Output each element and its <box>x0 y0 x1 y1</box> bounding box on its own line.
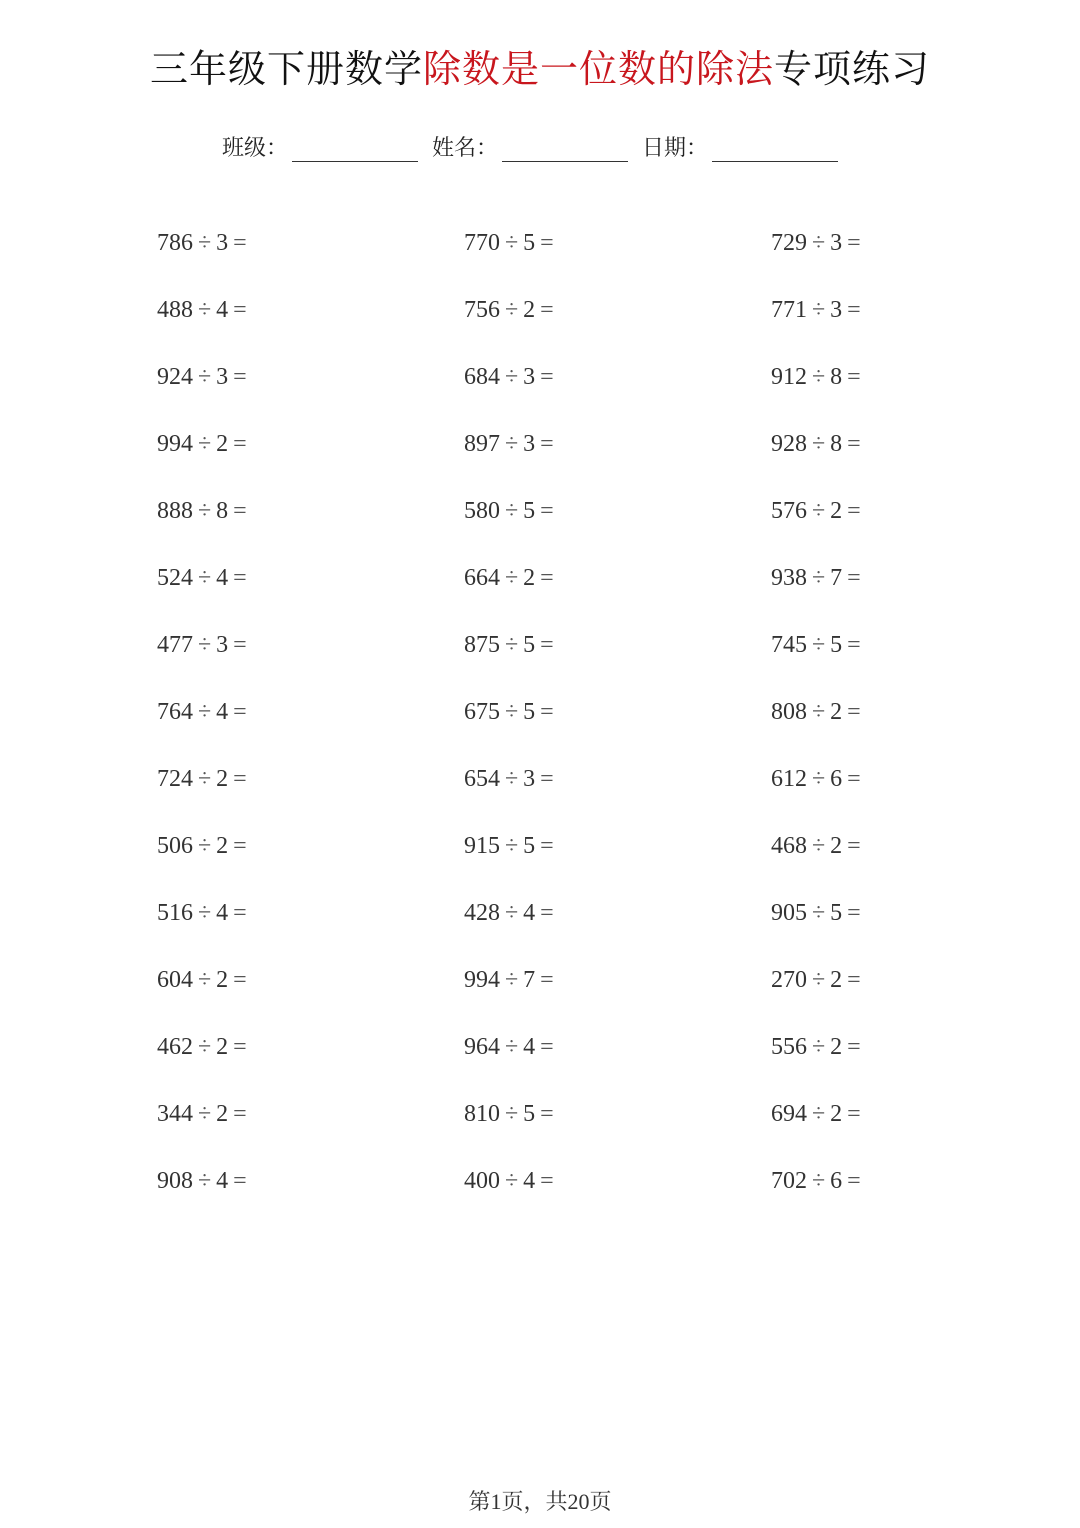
divisor: 5 <box>523 833 536 859</box>
equals-sign: = <box>847 1034 861 1060</box>
equals-sign: = <box>233 1101 247 1127</box>
name-label: 姓名： <box>432 136 499 161</box>
dividend: 770 <box>464 230 500 256</box>
student-info-row <box>222 128 852 162</box>
dividend: 915 <box>464 833 500 859</box>
divisor: 4 <box>216 1168 229 1194</box>
divisor: 2 <box>216 833 229 859</box>
equals-sign: = <box>233 498 247 524</box>
dividend: 580 <box>464 498 500 524</box>
divisor: 5 <box>830 632 843 658</box>
name-field <box>432 131 628 162</box>
divisor: 4 <box>216 699 229 725</box>
divisor: 5 <box>523 230 536 256</box>
division-problem <box>771 1026 971 1093</box>
divide-sign: ÷ <box>812 364 826 390</box>
divide-sign: ÷ <box>812 699 826 725</box>
dividend: 524 <box>157 565 193 591</box>
divisor: 2 <box>216 1034 229 1060</box>
dividend: 912 <box>771 364 807 390</box>
equals-sign: = <box>233 565 247 591</box>
equals-sign: = <box>847 230 861 256</box>
divide-sign: ÷ <box>198 230 212 256</box>
dividend: 612 <box>771 766 807 792</box>
equals-sign: = <box>540 766 554 792</box>
divide-sign: ÷ <box>505 565 519 591</box>
division-problem <box>771 825 971 892</box>
dividend: 462 <box>157 1034 193 1060</box>
division-problem <box>157 222 464 289</box>
division-problem <box>157 758 464 825</box>
divide-sign: ÷ <box>198 1101 212 1127</box>
dividend: 810 <box>464 1101 500 1127</box>
equals-sign: = <box>847 565 861 591</box>
division-problem <box>464 1160 771 1227</box>
divisor: 2 <box>830 1101 843 1127</box>
divisor: 2 <box>216 967 229 993</box>
divide-sign: ÷ <box>812 230 826 256</box>
dividend: 694 <box>771 1101 807 1127</box>
equals-sign: = <box>847 833 861 859</box>
equals-sign: = <box>233 230 247 256</box>
divisor: 5 <box>523 498 536 524</box>
title-highlight: 除数是一位数的除法 <box>422 47 774 91</box>
divisor: 2 <box>523 565 536 591</box>
division-problem <box>771 1093 971 1160</box>
equals-sign: = <box>540 364 554 390</box>
division-problem <box>157 1093 464 1160</box>
equals-sign: = <box>847 297 861 323</box>
divide-sign: ÷ <box>505 230 519 256</box>
divide-sign: ÷ <box>198 1034 212 1060</box>
equals-sign: = <box>540 632 554 658</box>
date-field <box>642 131 838 162</box>
division-problem <box>771 1160 971 1227</box>
division-problem <box>464 423 771 490</box>
equals-sign: = <box>847 498 861 524</box>
division-problem <box>464 758 771 825</box>
equals-sign: = <box>540 1101 554 1127</box>
divide-sign: ÷ <box>198 498 212 524</box>
division-problem <box>157 490 464 557</box>
divide-sign: ÷ <box>198 431 212 457</box>
divide-sign: ÷ <box>198 364 212 390</box>
divide-sign: ÷ <box>198 900 212 926</box>
dividend: 786 <box>157 230 193 256</box>
divide-sign: ÷ <box>198 1168 212 1194</box>
division-problem <box>157 825 464 892</box>
division-problem <box>157 557 464 624</box>
dividend: 745 <box>771 632 807 658</box>
division-problem <box>157 356 464 423</box>
dividend: 576 <box>771 498 807 524</box>
division-problem <box>464 356 771 423</box>
equals-sign: = <box>847 431 861 457</box>
division-problem <box>771 490 971 557</box>
divide-sign: ÷ <box>812 297 826 323</box>
dividend: 924 <box>157 364 193 390</box>
divisor: 7 <box>523 967 536 993</box>
problem-grid <box>157 222 971 1227</box>
dividend: 516 <box>157 900 193 926</box>
divide-sign: ÷ <box>505 431 519 457</box>
division-problem <box>157 1160 464 1227</box>
dividend: 808 <box>771 699 807 725</box>
equals-sign: = <box>847 1168 861 1194</box>
equals-sign: = <box>233 967 247 993</box>
dividend: 905 <box>771 900 807 926</box>
dividend: 506 <box>157 833 193 859</box>
divide-sign: ÷ <box>812 833 826 859</box>
divide-sign: ÷ <box>505 1034 519 1060</box>
divisor: 6 <box>830 1168 843 1194</box>
dividend: 684 <box>464 364 500 390</box>
divide-sign: ÷ <box>812 1168 826 1194</box>
equals-sign: = <box>540 699 554 725</box>
division-problem <box>771 222 971 289</box>
equals-sign: = <box>847 699 861 725</box>
divide-sign: ÷ <box>198 967 212 993</box>
equals-sign: = <box>233 766 247 792</box>
divisor: 3 <box>216 364 229 390</box>
divisor: 5 <box>523 1101 536 1127</box>
divisor: 4 <box>216 900 229 926</box>
divide-sign: ÷ <box>505 498 519 524</box>
equals-sign: = <box>233 699 247 725</box>
dividend: 477 <box>157 632 193 658</box>
equals-sign: = <box>540 565 554 591</box>
divide-sign: ÷ <box>198 632 212 658</box>
equals-sign: = <box>233 833 247 859</box>
divide-sign: ÷ <box>812 1034 826 1060</box>
divide-sign: ÷ <box>198 297 212 323</box>
equals-sign: = <box>540 900 554 926</box>
divide-sign: ÷ <box>812 431 826 457</box>
dividend: 938 <box>771 565 807 591</box>
equals-sign: = <box>540 297 554 323</box>
division-problem <box>157 624 464 691</box>
divide-sign: ÷ <box>198 565 212 591</box>
dividend: 702 <box>771 1168 807 1194</box>
division-problem <box>157 892 464 959</box>
division-problem <box>771 758 971 825</box>
dividend: 888 <box>157 498 193 524</box>
division-problem <box>157 289 464 356</box>
equals-sign: = <box>540 230 554 256</box>
divisor: 2 <box>216 431 229 457</box>
dividend: 729 <box>771 230 807 256</box>
equals-sign: = <box>233 297 247 323</box>
class-label: 班级： <box>222 136 289 161</box>
equals-sign: = <box>847 632 861 658</box>
division-problem <box>157 691 464 758</box>
equals-sign: = <box>233 1168 247 1194</box>
divide-sign: ÷ <box>198 766 212 792</box>
divide-sign: ÷ <box>505 833 519 859</box>
divisor: 3 <box>523 766 536 792</box>
equals-sign: = <box>847 967 861 993</box>
equals-sign: = <box>233 1034 247 1060</box>
divisor: 2 <box>216 1101 229 1127</box>
divisor: 2 <box>830 498 843 524</box>
dividend: 994 <box>157 431 193 457</box>
divisor: 8 <box>830 364 843 390</box>
divide-sign: ÷ <box>812 498 826 524</box>
divisor: 5 <box>523 632 536 658</box>
dividend: 764 <box>157 699 193 725</box>
class-field <box>222 131 418 162</box>
divide-sign: ÷ <box>198 699 212 725</box>
equals-sign: = <box>847 364 861 390</box>
division-problem <box>464 1093 771 1160</box>
division-problem <box>464 892 771 959</box>
division-problem <box>771 624 971 691</box>
equals-sign: = <box>540 498 554 524</box>
name-blank[interactable] <box>502 135 628 162</box>
title-part-2: 专项练习 <box>774 47 931 91</box>
dividend: 604 <box>157 967 193 993</box>
divisor: 4 <box>523 1034 536 1060</box>
equals-sign: = <box>847 1101 861 1127</box>
divisor: 8 <box>216 498 229 524</box>
class-blank[interactable] <box>292 135 418 162</box>
divisor: 2 <box>830 1034 843 1060</box>
divisor: 3 <box>830 297 843 323</box>
division-problem <box>771 557 971 624</box>
dividend: 488 <box>157 297 193 323</box>
divisor: 2 <box>523 297 536 323</box>
divisor: 3 <box>830 230 843 256</box>
divisor: 5 <box>523 699 536 725</box>
page-title <box>0 42 1080 96</box>
dividend: 756 <box>464 297 500 323</box>
equals-sign: = <box>847 766 861 792</box>
divisor: 3 <box>216 230 229 256</box>
dividend: 771 <box>771 297 807 323</box>
dividend: 994 <box>464 967 500 993</box>
divisor: 4 <box>523 1168 536 1194</box>
equals-sign: = <box>540 967 554 993</box>
divisor: 2 <box>830 699 843 725</box>
dividend: 724 <box>157 766 193 792</box>
division-problem <box>771 356 971 423</box>
divide-sign: ÷ <box>198 833 212 859</box>
divisor: 4 <box>216 565 229 591</box>
division-problem <box>771 959 971 1026</box>
dividend: 344 <box>157 1101 193 1127</box>
divide-sign: ÷ <box>505 364 519 390</box>
divide-sign: ÷ <box>812 967 826 993</box>
divide-sign: ÷ <box>812 766 826 792</box>
divide-sign: ÷ <box>505 1101 519 1127</box>
dividend: 675 <box>464 699 500 725</box>
equals-sign: = <box>540 1034 554 1060</box>
divide-sign: ÷ <box>505 766 519 792</box>
divide-sign: ÷ <box>812 565 826 591</box>
divisor: 8 <box>830 431 843 457</box>
equals-sign: = <box>233 632 247 658</box>
divisor: 2 <box>216 766 229 792</box>
dividend: 897 <box>464 431 500 457</box>
dividend: 428 <box>464 900 500 926</box>
divisor: 7 <box>830 565 843 591</box>
page-footer: 第1页，共20页 <box>468 1489 612 1514</box>
equals-sign: = <box>540 431 554 457</box>
division-problem <box>464 557 771 624</box>
dividend: 908 <box>157 1168 193 1194</box>
division-problem <box>464 691 771 758</box>
division-problem <box>771 423 971 490</box>
dividend: 400 <box>464 1168 500 1194</box>
divisor: 4 <box>216 297 229 323</box>
divide-sign: ÷ <box>812 632 826 658</box>
divisor: 4 <box>523 900 536 926</box>
division-problem <box>157 1026 464 1093</box>
division-problem <box>771 691 971 758</box>
dividend: 556 <box>771 1034 807 1060</box>
division-problem <box>464 490 771 557</box>
dividend: 664 <box>464 565 500 591</box>
divisor: 5 <box>830 900 843 926</box>
division-problem <box>157 959 464 1026</box>
division-problem <box>771 289 971 356</box>
division-problem <box>464 959 771 1026</box>
equals-sign: = <box>233 431 247 457</box>
divisor: 3 <box>216 632 229 658</box>
equals-sign: = <box>540 833 554 859</box>
division-problem <box>157 423 464 490</box>
dividend: 928 <box>771 431 807 457</box>
divide-sign: ÷ <box>505 1168 519 1194</box>
division-problem <box>771 892 971 959</box>
divide-sign: ÷ <box>505 967 519 993</box>
dividend: 468 <box>771 833 807 859</box>
divide-sign: ÷ <box>505 900 519 926</box>
divisor: 2 <box>830 967 843 993</box>
equals-sign: = <box>233 900 247 926</box>
divisor: 2 <box>830 833 843 859</box>
dividend: 654 <box>464 766 500 792</box>
division-problem <box>464 825 771 892</box>
divide-sign: ÷ <box>812 900 826 926</box>
dividend: 875 <box>464 632 500 658</box>
date-label: 日期： <box>642 136 709 161</box>
divide-sign: ÷ <box>505 699 519 725</box>
equals-sign: = <box>233 364 247 390</box>
division-problem <box>464 289 771 356</box>
divide-sign: ÷ <box>505 297 519 323</box>
dividend: 964 <box>464 1034 500 1060</box>
date-blank[interactable] <box>712 135 838 162</box>
divisor: 3 <box>523 364 536 390</box>
equals-sign: = <box>847 900 861 926</box>
equals-sign: = <box>540 1168 554 1194</box>
division-problem <box>464 222 771 289</box>
dividend: 270 <box>771 967 807 993</box>
divide-sign: ÷ <box>505 632 519 658</box>
divide-sign: ÷ <box>812 1101 826 1127</box>
division-problem <box>464 624 771 691</box>
divisor: 3 <box>523 431 536 457</box>
division-problem <box>464 1026 771 1093</box>
divisor: 6 <box>830 766 843 792</box>
title-part-1: 三年级下册数学 <box>149 47 423 91</box>
